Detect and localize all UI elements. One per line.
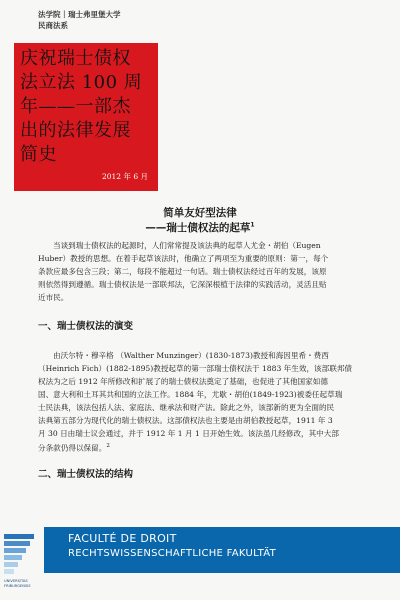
paragraph-line	[38, 440, 370, 455]
footer-faculty-german: RECHTSWISSENSCHAFTLICHE FAKULTÄT	[68, 548, 277, 559]
logo-stripe	[4, 541, 30, 546]
paragraph-line: 当谈到瑞士债权法的起源时，人们常常提及该法典的起草人尤金・胡伯（Eugen	[53, 241, 321, 250]
paragraph-line: 则依然得到遵循。瑞士债权法是一部联邦法，它深深根植于法律的实践活动，灵活且贴	[38, 280, 327, 289]
article-subtitle-text: ——瑞士债权法的起草	[145, 222, 251, 234]
article-title: 简单友好型法律	[163, 207, 237, 219]
paragraph-line: （Heinrich Fich）(1882-1895)教授起草的第一部瑞士债权法于 1883 年生效，该部联邦债	[38, 364, 353, 373]
paragraph-line-text: 分条款仍得以保留。	[38, 443, 107, 453]
paragraph-line: 近市民。	[38, 293, 69, 302]
section-heading-structure: 二、瑞士债权法的结构	[38, 469, 134, 480]
logo-text-universitas: UNIVERSITAS	[4, 579, 28, 583]
logo-stripe	[4, 555, 22, 560]
logo-stripe	[4, 534, 34, 539]
paragraph-line: 条款应最多包含三段；第二，每段不能超过一句话。瑞士债权法经过百年的发展，该原	[38, 267, 327, 276]
section-heading-evolution: 一、瑞士债权法的演变	[38, 321, 134, 332]
paragraph-line: 权法为之后 1912 年所修改和扩展了的瑞士债权法奠定了基础，也促进了其他国家如德	[38, 377, 328, 386]
cover-title-line: 法立法 100 周	[20, 72, 143, 93]
header-department: 民商法系	[38, 21, 68, 30]
paragraph-intro	[38, 239, 370, 304]
logo-stripe	[4, 562, 18, 567]
cover-date: 2012 年 6 月	[101, 172, 148, 181]
cover-title-line: 年——一部杰	[20, 96, 131, 117]
cover-title	[20, 47, 156, 167]
article-subtitle	[0, 220, 400, 235]
header-institution: 法学院｜瑞士弗里堡大学	[38, 10, 121, 19]
paragraph-evolution	[38, 349, 370, 455]
footnote-ref: 2	[106, 443, 110, 449]
footnote-ref: 1	[250, 221, 255, 229]
cover-title-line: 简史	[20, 144, 57, 165]
paragraph-line: Huber）教授的思想。在着手起草该法时，他确立了两项至为重要的原则：第一，每个	[38, 254, 329, 263]
logo-stripe	[4, 569, 14, 574]
cover-title-line: 庆祝瑞士债权	[20, 48, 131, 69]
cover-title-line: 出的法律发展	[20, 120, 131, 141]
university-logo-icon	[2, 532, 42, 598]
paragraph-line: 法典第五部分为现代化的瑞士债权法。这部债权法也主要是由胡伯教授起草，1911 年 3	[38, 416, 333, 425]
logo-stripe	[4, 548, 26, 553]
cover-title-box	[14, 43, 158, 191]
paragraph-line: 国、意大利和土耳其共和国的立法工作。1884 年，尤歇・胡伯(1849-1923)被委任起草瑞	[38, 390, 343, 399]
paragraph-line: 月 30 日由瑞士议会通过，并于 1912 年 1 月 1 日开始生效。该法虽几经修改，其中大部	[38, 429, 339, 438]
paragraph-line: 士民法典，该法包括人法、家庭法、继承法和财产法。除此之外，该部新的更为全面的民	[38, 403, 335, 412]
logo-text-friburgensis: FRIBURGENSIS	[4, 584, 31, 588]
paragraph-line: 由沃尔特・穆辛格 （Walther Munzinger）(1830-1873)教授和海因里希・费西	[53, 351, 329, 360]
footer-faculty-french: FACULTÉ DE DROIT	[68, 532, 177, 545]
